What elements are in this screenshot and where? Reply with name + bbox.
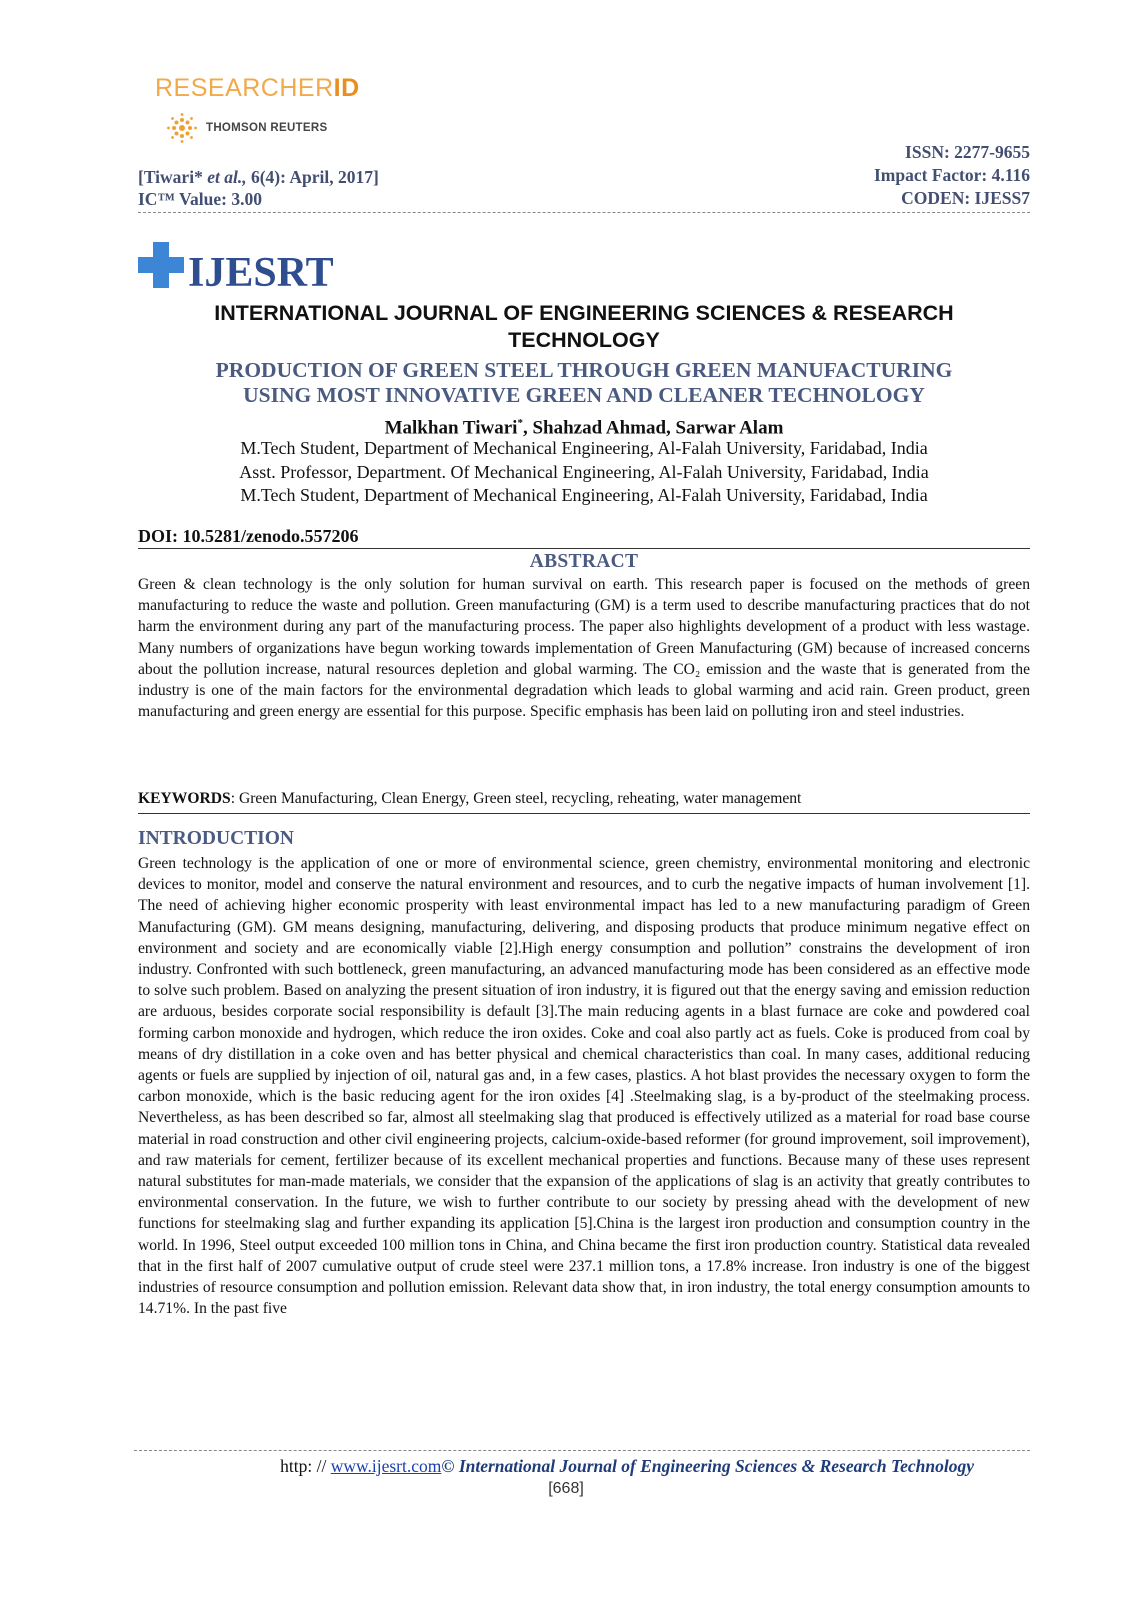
issn: ISSN: 2277-9655 — [905, 142, 1030, 162]
footer-http: http: // — [280, 1456, 331, 1476]
paper-title-line-2: USING MOST INNOVATIVE GREEN AND CLEANER TECHNOLOGY — [243, 383, 925, 407]
impact-factor: Impact Factor: 4.116 — [873, 165, 1030, 185]
doi-rule — [138, 548, 1030, 549]
affiliations — [138, 437, 1030, 508]
thomson-reuters-logo — [166, 112, 327, 144]
thomson-reuters-dots-icon — [166, 112, 198, 144]
citation — [138, 166, 379, 188]
journal-brand — [138, 242, 334, 294]
plus-icon — [138, 242, 184, 288]
paper-title — [138, 358, 1030, 408]
footer-journal: © International Journal of Engineering Sciences & Research Technology — [441, 1456, 974, 1476]
introduction-paragraph: Green technology is the application of one or more of environmental science, green chemistry, environmental monitoring and electronic devices to monitor, model and conserve the natural environment and resources, and to curb the negative impacts of human involvement [1]. The need of achieving higher economic prosperity with least environmental impact has led to a new manufacturing paradigm of Green Manufacturing (GM). GM means designing, manufacturing, delivering, and disposing products that produce minimum negative effect on environment and society and are economically viable [2].High energy consumption and pollution” constrains the development of iron industry. Confronted with such bottleneck, green manufacturing, an advanced manufacturing mode has been considered as an effective mode to solve such problem. Based on analyzing the present situation of iron industry, it is figured out that the energy saving and emission reduction are arduous, besides corporate social responsibility is default [3].The main reducing agents in a blast furnace are coke and powdered coal forming carbon monoxide and hydrogen, which reduce the iron oxides. Coke and coal also partly act as fuels. Coke is produced from coal by means of dry distillation in a coke oven and has better physical and chemical characteristics than coal. In many cases, additional reducing agents or fuels are supplied by injection of oil, natural gas and, in a few cases, plastics. A hot blast provides the necessary oxygen to form the carbon monoxide, which is the basic reducing agent for the iron oxides [4] .Steelmaking slag, is a by-product of the steelmaking process. Nevertheless, as has been described so far, almost all steelmaking slag that produced is effectively utilized as a material for road base course material in road construction and other civil engineering projects, calcium-oxide-based reformer (for ground improvement, soil improvement), and raw materials for cement, fertilizer because of its excellent mechanical properties and functions. Because many of these uses represent natural substitutes for man-made materials, we consider that the expansion of the applications of slag is an activity that greatly contributes to environmental conservation. In the future, we wish to further contribute to our society by pressing ahead with the development of new functions for steelmaking slag and further expanding its application [5].China is the largest iron production and consumption country in the world. In 1996, Steel output exceeded 100 million tons in China, and China became the first iron production country. Statistical data revealed that in the first half of 2007 cumulative output of crude steel were 237.1 million tons, a 17.8% increase. Iron industry is one of the biggest industries of resource consumption and pollution emission. Relevant data show that, in iron industry, the total energy consumption amounts to 14.71%. In the past five — [138, 855, 1030, 1318]
keywords-label: KEYWORDS — [138, 790, 231, 807]
citation-suffix: 6(4): April, 2017] — [246, 167, 379, 187]
thomson-reuters-label: THOMSON REUTERS — [206, 122, 328, 134]
coden: CODEN: IJESS7 — [901, 188, 1030, 208]
researcherid-logo-suffix: ID — [333, 74, 360, 102]
footer — [138, 1456, 974, 1477]
researcherid-logo — [155, 74, 360, 103]
header-divider — [138, 212, 1030, 213]
page-number: [668] — [548, 1480, 584, 1497]
researcherid-logo-text: RESEARCHER — [155, 74, 334, 102]
keywords-list: : Green Manufacturing, Clean Energy, Green steel, recycling, reheating, water management — [230, 790, 802, 807]
journal-identifiers — [874, 141, 1030, 210]
ic-value: IC™ Value: 3.00 — [138, 189, 262, 209]
abstract-heading: ABSTRACT — [529, 551, 639, 572]
doi: DOI: 10.5281/zenodo.557206 — [138, 526, 359, 546]
citation-block — [138, 166, 379, 210]
abstract-body — [138, 574, 1030, 722]
journal-short-name: IJESRT — [188, 250, 334, 296]
corresponding-author-mark: * — [517, 417, 523, 429]
abstract-paragraph: Green & clean technology is the only solution for human survival on earth. This research paper is focused on the methods of green manufacturing to reduce the waste and pollution. Green manufacturing (GM) is a term used to describe manufacturing practices that do not harm the environment during any part of the manufacturing process. The paper also highlights development of a product with less wastage. Many numbers of organizations have begun working towards implementation of Green Manufacturing (GM) because of increased concerns about the pollution increase, natural resources depletion and global warming. The CO₂ emission and the waste that is generated from the industry is one of the main factors for the environmental degradation which leads to global warming and acid rain. Green product, green manufacturing and green energy are essential for this purpose. Specific emphasis has been laid on polluting iron and steel industries. — [138, 576, 1030, 721]
authors — [138, 412, 1030, 439]
author-1: Malkhan Tiwari — [384, 417, 518, 439]
paper-title-line-1: PRODUCTION OF GREEN STEEL THROUGH GREEN MANUFACTURING — [215, 358, 953, 382]
journal-website-link[interactable]: www.ijesrt.com — [330, 1456, 442, 1476]
introduction-heading: INTRODUCTION — [138, 828, 295, 849]
keywords-rule — [138, 813, 1030, 814]
citation-prefix: [Tiwari* — [138, 167, 208, 187]
citation-etal: et al., — [207, 167, 247, 187]
keywords — [138, 790, 801, 808]
authors-rest: , Shahzad Ahmad, Sarwar Alam — [522, 417, 784, 439]
introduction-body — [138, 853, 1030, 1319]
affiliation-1: M.Tech Student, Department of Mechanical Engineering, Al-Falah University, Faridabad, India — [240, 438, 928, 458]
journal-full-name: INTERNATIONAL JOURNAL OF ENGINEERING SCIENCES & RESEARCH TECHNOLOGY — [214, 301, 954, 352]
affiliation-2: Asst. Professor, Department. Of Mechanical Engineering, Al-Falah University, Faridabad, India — [239, 461, 929, 482]
footer-divider — [134, 1450, 1030, 1451]
affiliation-3: M.Tech Student, Department of Mechanical Engineering, Al-Falah University, Faridabad, India — [240, 485, 928, 505]
